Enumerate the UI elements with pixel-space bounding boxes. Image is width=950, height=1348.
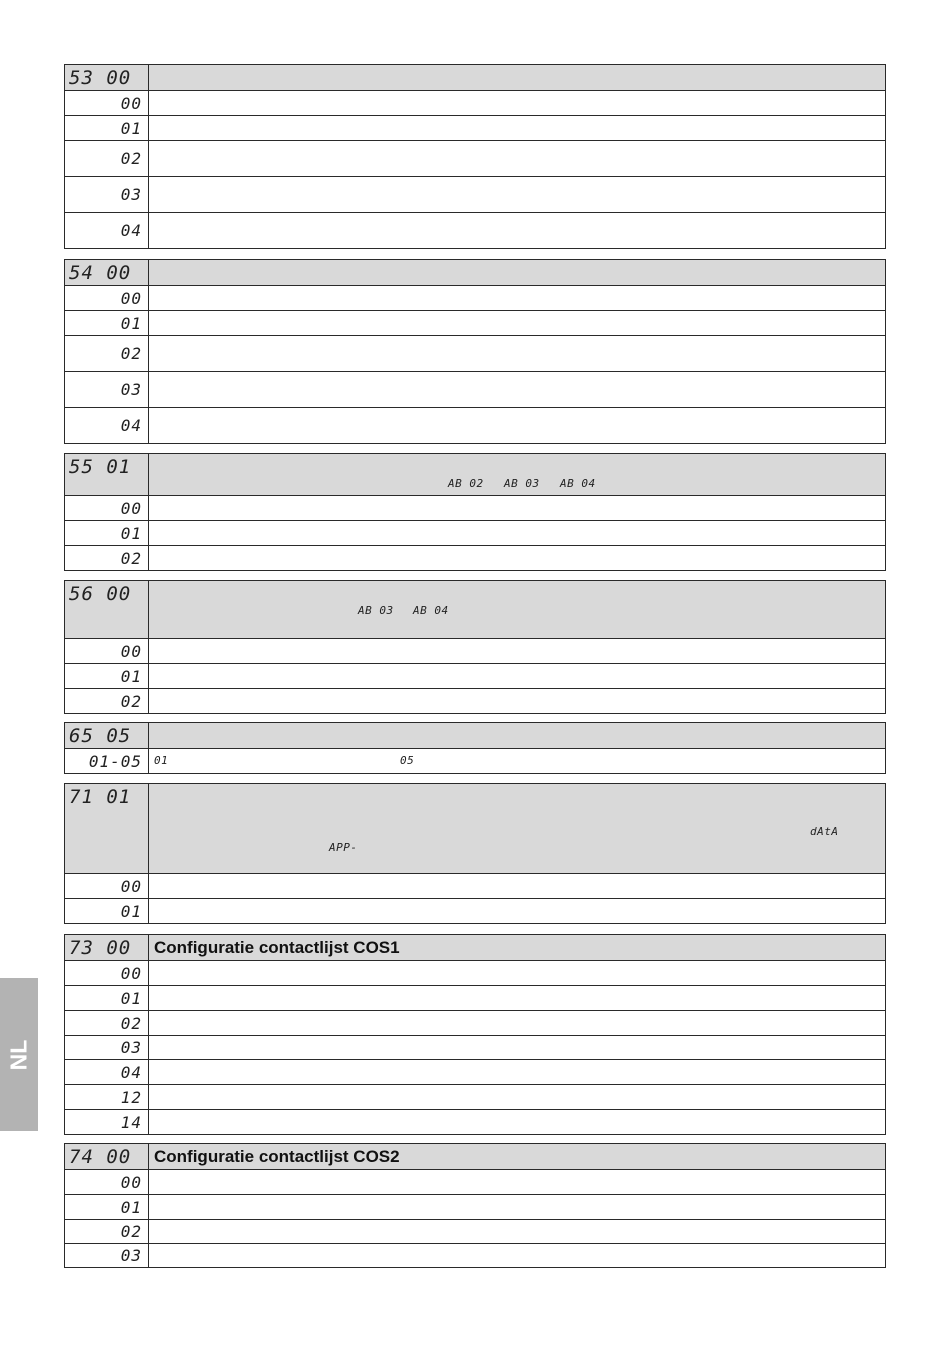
- option-value: 00: [120, 498, 142, 518]
- option-value: 02: [120, 1013, 142, 1033]
- parameter-table-74: [64, 1143, 886, 1268]
- inline-code: AB 03: [504, 477, 540, 490]
- param-code: 65 05: [69, 724, 132, 747]
- parameter-table-56: [64, 580, 886, 714]
- option-value: 04: [120, 416, 142, 435]
- option-value: 00: [120, 963, 142, 983]
- option-value: 02: [120, 149, 142, 168]
- inline-code: APP-: [329, 841, 358, 854]
- parameter-table-65: [64, 722, 886, 774]
- param-code: 54 00: [69, 261, 132, 284]
- range-start: 01: [154, 754, 169, 767]
- option-value: 01: [120, 1197, 142, 1217]
- option-value: 04: [120, 221, 142, 240]
- option-value: 00: [120, 876, 142, 896]
- inline-code: dAtA: [810, 825, 839, 838]
- option-value: 00: [120, 288, 142, 308]
- option-value: 01: [120, 118, 142, 138]
- option-value: 01: [120, 666, 142, 686]
- param-code: 55 01: [69, 456, 132, 478]
- option-value: 03: [120, 380, 142, 399]
- option-value: 00: [120, 93, 142, 113]
- param-code: 71 01: [69, 786, 132, 808]
- option-value: 01: [120, 523, 142, 543]
- section-title: Configuratie contactlijst COS1: [154, 937, 400, 957]
- option-value: 01: [120, 313, 142, 333]
- option-value: 14: [120, 1112, 142, 1132]
- parameter-table-55: [64, 453, 886, 571]
- param-code: 53 00: [69, 66, 132, 89]
- option-value: 00: [120, 641, 142, 661]
- range-end: 05: [400, 754, 415, 767]
- option-value: 01: [120, 988, 142, 1008]
- param-code: 74 00: [69, 1145, 132, 1168]
- option-range: 01-05: [88, 751, 142, 771]
- option-value: 00: [120, 1172, 142, 1192]
- option-value: 02: [120, 691, 142, 711]
- option-value: 03: [120, 1038, 142, 1057]
- parameter-table-73: [64, 934, 886, 1135]
- option-value: 04: [120, 1062, 142, 1082]
- option-value: 02: [120, 1222, 142, 1241]
- param-code: 56 00: [69, 583, 132, 605]
- inline-code: AB 03: [358, 604, 394, 617]
- option-value: 02: [120, 548, 142, 568]
- option-value: 03: [120, 1246, 142, 1265]
- inline-code: AB 02: [448, 477, 484, 490]
- option-value: 03: [120, 185, 142, 204]
- language-label: NL: [5, 1039, 32, 1070]
- option-value: 12: [120, 1087, 142, 1107]
- param-code: 73 00: [69, 936, 132, 959]
- option-value: 02: [120, 344, 142, 363]
- parameter-table-71: [64, 783, 886, 924]
- inline-code: AB 04: [413, 604, 449, 617]
- section-title: Configuratie contactlijst COS2: [154, 1146, 400, 1166]
- parameter-table-53: [64, 64, 886, 249]
- option-value: 01: [120, 901, 142, 921]
- language-side-tab: [0, 978, 38, 1131]
- parameter-table-54: [64, 259, 886, 444]
- inline-code: AB 04: [560, 477, 596, 490]
